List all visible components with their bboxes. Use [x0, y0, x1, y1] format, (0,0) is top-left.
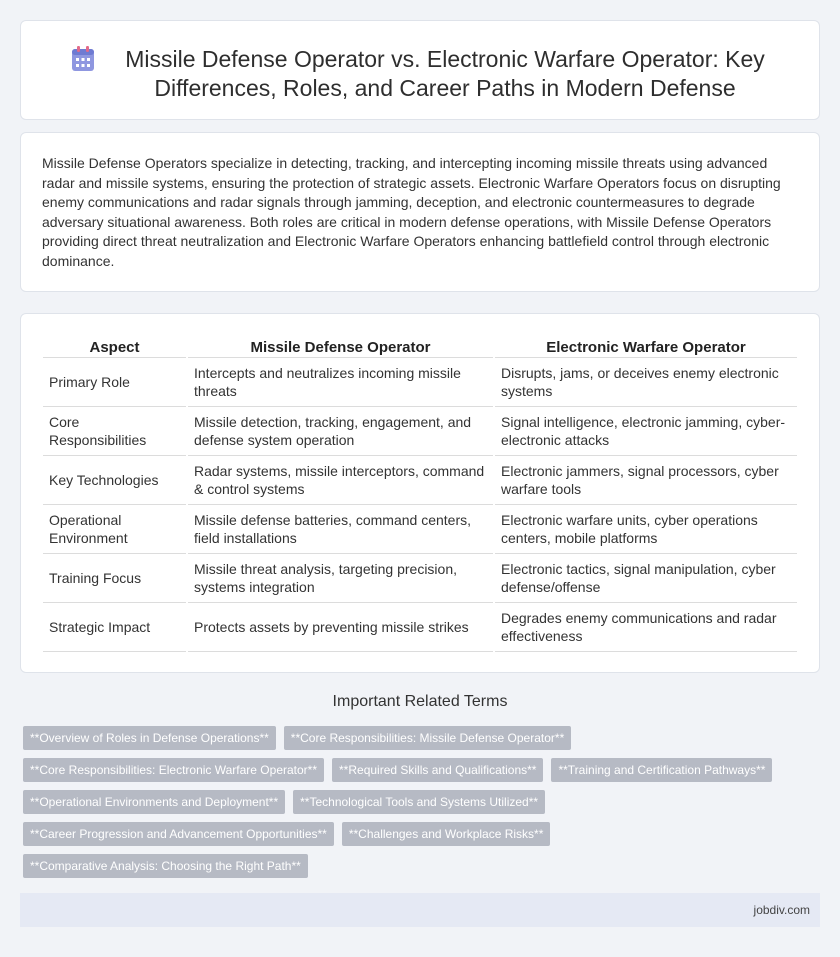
- table-row: [43, 407, 797, 456]
- electronic-warfare-cell: Signal intelligence, electronic jamming, cyber-electronic attacks: [495, 407, 797, 456]
- related-term-tag[interactable]: **Core Responsibilities: Missile Defense Operator**: [284, 726, 571, 750]
- electronic-warfare-cell: Electronic tactics, signal manipulation, cyber defense/offense: [495, 554, 797, 603]
- related-term-tag[interactable]: **Career Progression and Advancement Opportunities**: [23, 822, 334, 846]
- aspect-cell: Primary Role: [43, 358, 186, 407]
- related-term-tag[interactable]: **Challenges and Workplace Risks**: [342, 822, 551, 846]
- related-term-tag[interactable]: **Technological Tools and Systems Utilized**: [293, 790, 545, 814]
- tag-row: [23, 758, 813, 782]
- related-term-tag[interactable]: **Comparative Analysis: Choosing the Right Path**: [23, 854, 308, 878]
- intro-paragraph: Missile Defense Operators specialize in detecting, tracking, and intercepting incoming missile threats using advanced radar and missile systems, ensuring the protection of strategic assets. Electronic Warfare Operators focus on disrupting enemy communications and radar signals through jamming, deception, and electronic countermeasures to degrade adversary situational awareness. Both roles are critical in modern defense operations, with Missile Defense Operators providing direct threat neutralization and Electronic Warfare Operators enhancing battlefield control through electronic dominance.: [42, 155, 781, 269]
- electronic-warfare-cell: Degrades enemy communications and radar effectiveness: [495, 603, 797, 652]
- related-term-tag[interactable]: **Training and Certification Pathways**: [551, 758, 772, 782]
- aspect-cell: Core Responsibilities: [43, 407, 186, 456]
- table-row: [43, 358, 797, 407]
- column-header-aspect: Aspect: [43, 334, 186, 358]
- title-card: [20, 20, 820, 120]
- aspect-cell: Key Technologies: [43, 456, 186, 505]
- footer: [20, 893, 820, 927]
- related-term-tag[interactable]: **Operational Environments and Deployment**: [23, 790, 285, 814]
- missile-defense-cell: Intercepts and neutralizes incoming missile threats: [188, 358, 493, 407]
- missile-defense-cell: Radar systems, missile interceptors, command & control systems: [188, 456, 493, 505]
- table-row: [43, 456, 797, 505]
- table-row: [43, 603, 797, 652]
- missile-defense-cell: Missile defense batteries, command centers, field installations: [188, 505, 493, 554]
- related-terms-list: [23, 726, 813, 886]
- electronic-warfare-cell: Electronic jammers, signal processors, cyber warfare tools: [495, 456, 797, 505]
- page-title: Missile Defense Operator vs. Electronic Warfare Operator: Key Differences, Roles, and Career Paths in Modern Defense: [125, 46, 765, 101]
- missile-defense-cell: Missile threat analysis, targeting precision, systems integration: [188, 554, 493, 603]
- comparison-card: [20, 313, 820, 673]
- tag-row: [23, 726, 813, 750]
- aspect-cell: Strategic Impact: [43, 603, 186, 652]
- related-term-tag[interactable]: **Required Skills and Qualifications**: [332, 758, 543, 782]
- column-header-electronic-warfare: Electronic Warfare Operator: [495, 334, 797, 358]
- related-term-tag[interactable]: **Core Responsibilities: Electronic Warfare Operator**: [23, 758, 324, 782]
- table-row: [43, 554, 797, 603]
- column-header-missile-defense: Missile Defense Operator: [188, 334, 493, 358]
- tag-row: [23, 854, 813, 878]
- related-terms-heading: Important Related Terms: [332, 693, 508, 710]
- aspect-cell: Operational Environment: [43, 505, 186, 554]
- related-term-tag[interactable]: **Overview of Roles in Defense Operations**: [23, 726, 276, 750]
- aspect-cell: Training Focus: [43, 554, 186, 603]
- electronic-warfare-cell: Electronic warfare units, cyber operations centers, mobile platforms: [495, 505, 797, 554]
- table-header-row: [43, 334, 797, 358]
- tag-row: [23, 790, 813, 814]
- missile-defense-cell: Protects assets by preventing missile strikes: [188, 603, 493, 652]
- footer-site-link[interactable]: jobdiv.com: [753, 903, 810, 917]
- electronic-warfare-cell: Disrupts, jams, or deceives enemy electronic systems: [495, 358, 797, 407]
- tag-row: [23, 822, 813, 846]
- intro-card: [20, 132, 820, 292]
- missile-defense-cell: Missile detection, tracking, engagement, and defense system operation: [188, 407, 493, 456]
- table-row: [43, 505, 797, 554]
- comparison-table: [41, 334, 799, 652]
